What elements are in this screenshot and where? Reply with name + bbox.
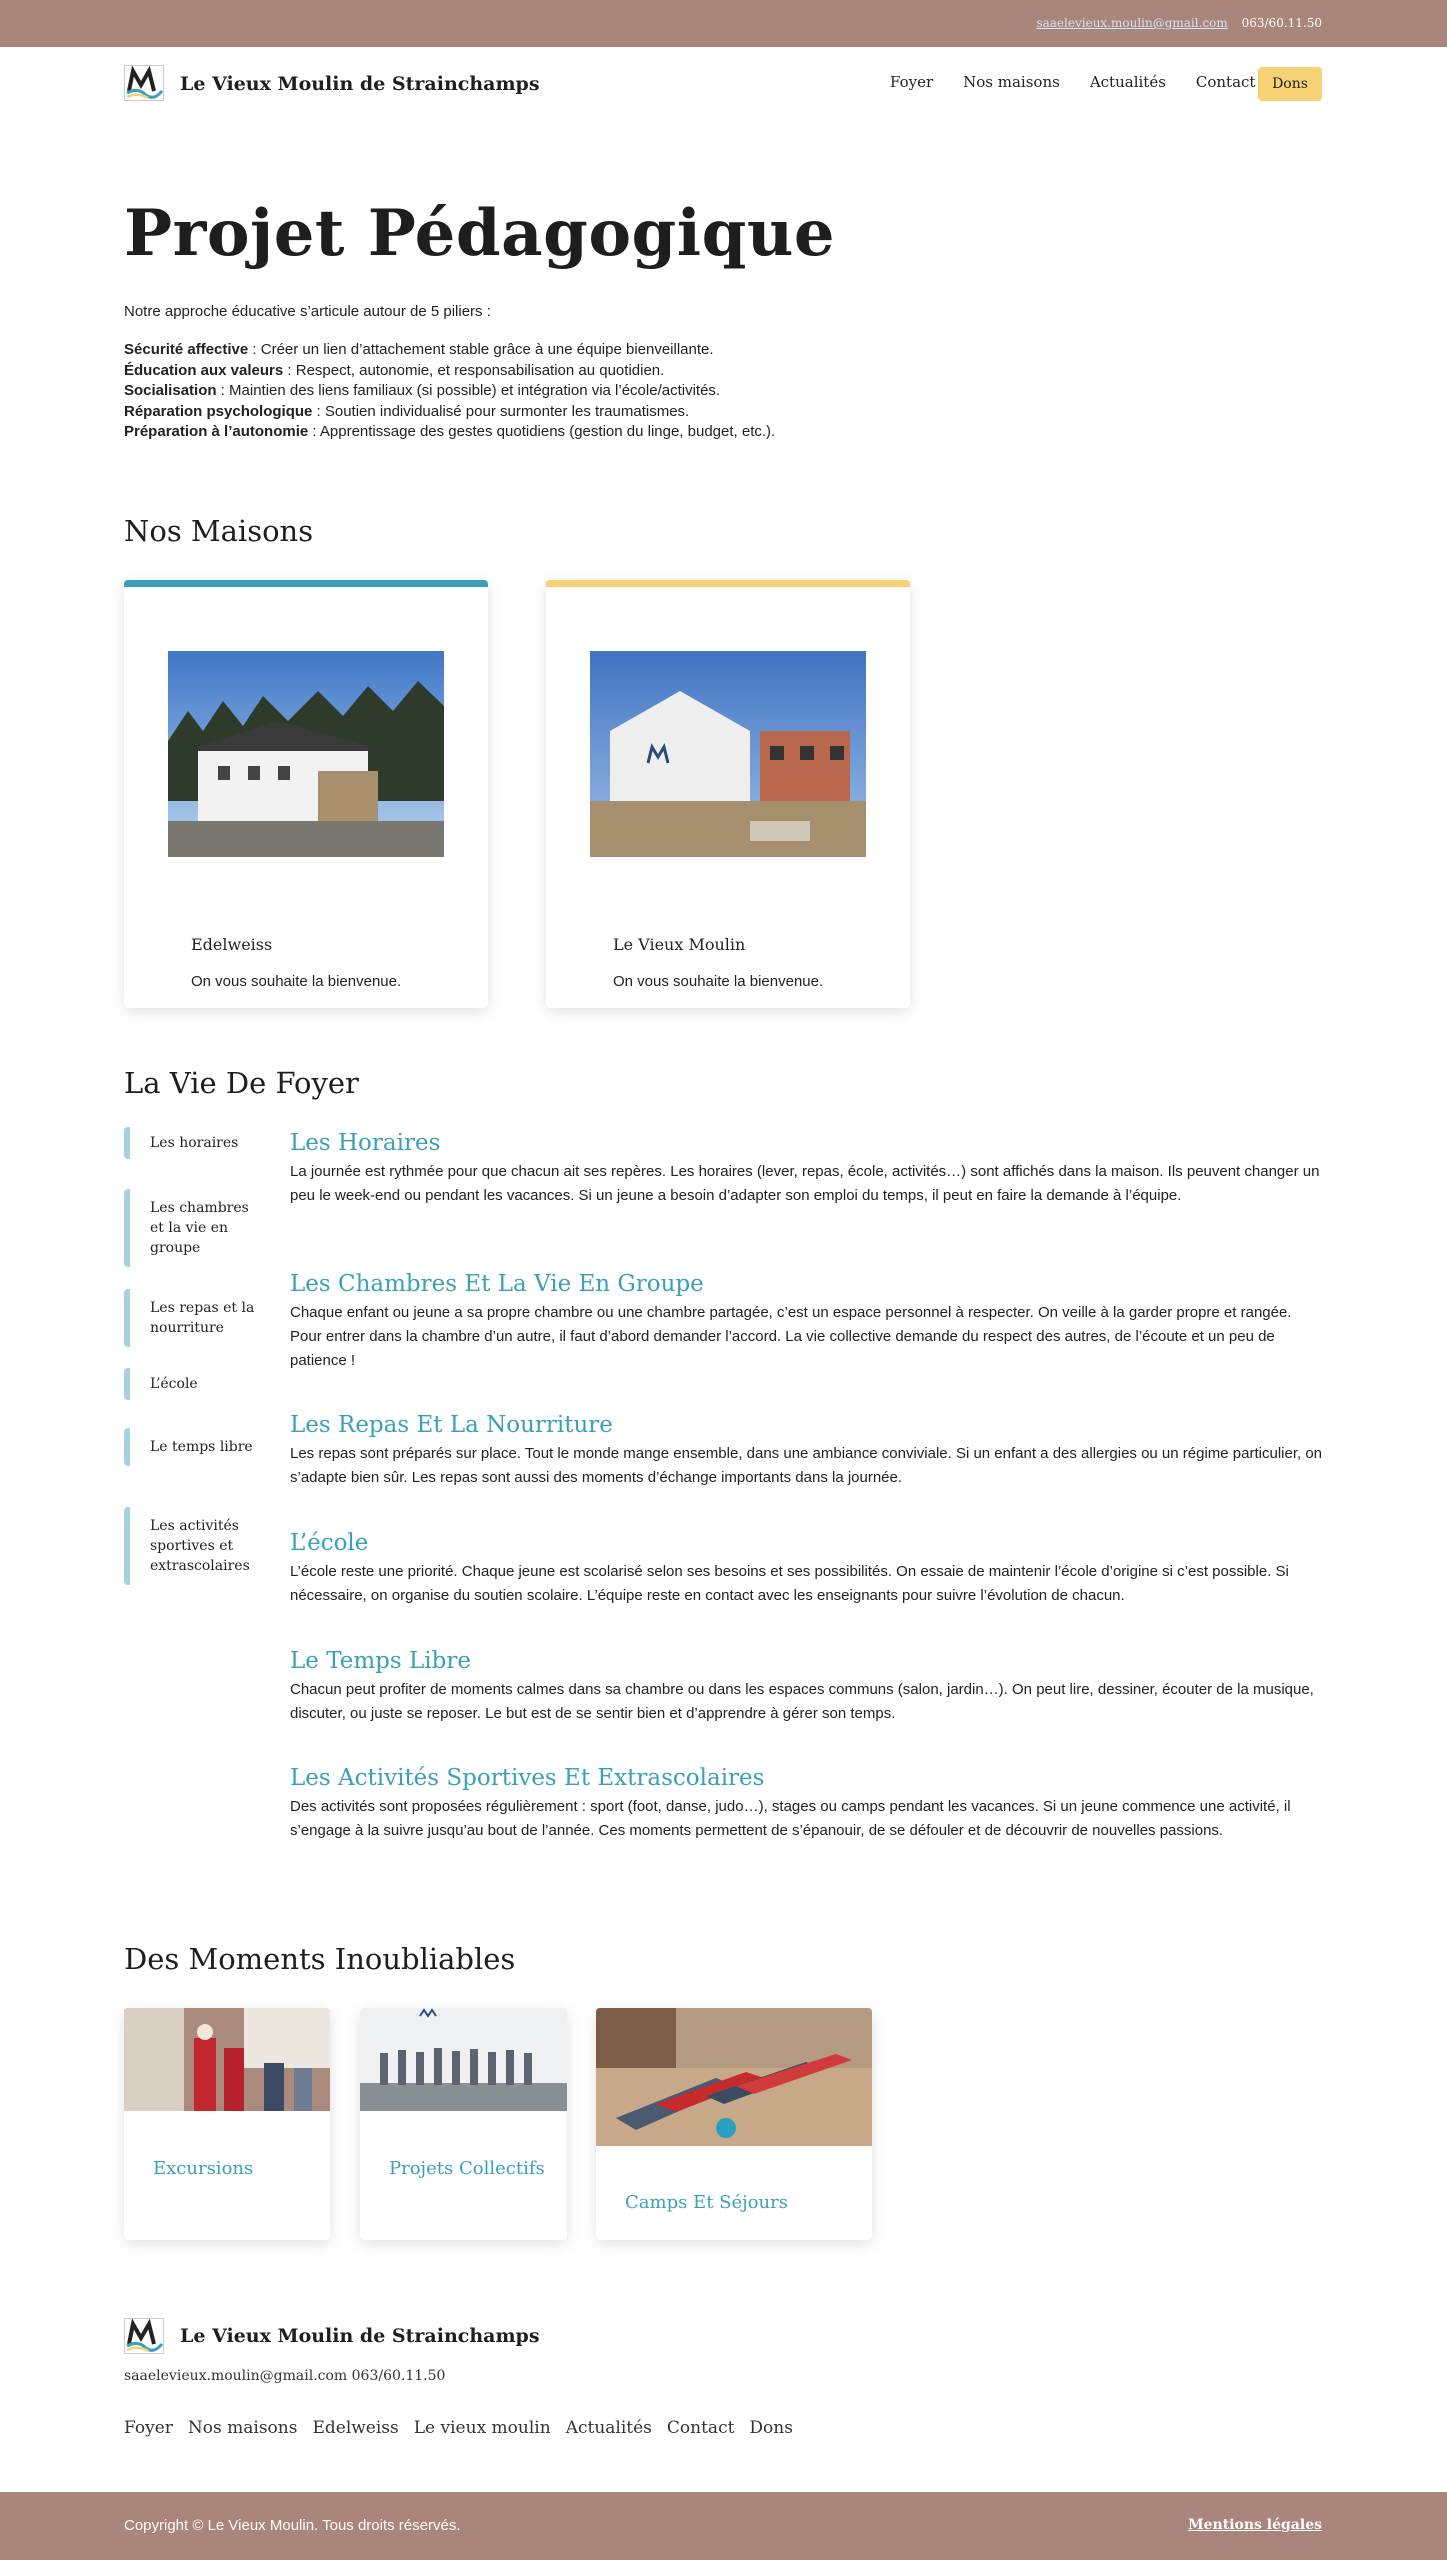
tab-ecole[interactable]: L’école: [124, 1368, 264, 1400]
house-card-edelweiss[interactable]: [124, 580, 488, 1008]
pillar-item: Sécurité affective : Créer un lien d’attachement stable grâce à une équipe bienveillante.: [124, 341, 714, 358]
moment-label: Excursions: [153, 2158, 254, 2179]
topic-activites: [290, 1765, 1322, 1843]
top-contact: [1036, 16, 1322, 30]
pillar-item: Éducation aux valeurs : Respect, autonomie, et responsabilisation au quotidien.: [124, 361, 665, 379]
card-accent-bar: [546, 580, 910, 587]
logo-icon[interactable]: [124, 65, 164, 101]
donate-button[interactable]: Dons: [1258, 67, 1322, 101]
footer-brand: Le Vieux Moulin de Strainchamps: [180, 2325, 540, 2347]
tab-temps-libre[interactable]: Le temps libre: [124, 1428, 264, 1466]
topic-title: Le Temps Libre: [290, 1648, 471, 1674]
moment-label: Projets Collectifs: [389, 2158, 545, 2179]
intro-text: Notre approche éducative s’articule autour de 5 piliers :: [124, 303, 491, 320]
moment-photo: [360, 2008, 567, 2111]
tab-horaires[interactable]: Les horaires: [124, 1127, 264, 1159]
pillar-item: Socialisation : Maintien des liens familiaux (si possible) et intégration via l’école/activités.: [124, 382, 721, 399]
nav-actualites[interactable]: Actualités: [1089, 73, 1166, 91]
topic-text: Des activités sont proposées régulièrement : sport (foot, danse, judo…), stages ou camps pendant les vacances. Si un jeune commence une activité, il s’engage à la suivre jusqu’au bout de l’année. Ces moments permettent de s’épanouir, de se défouler et de découvrir de nouvelles passions.: [290, 1798, 1291, 1839]
topic-repas: [290, 1412, 1322, 1490]
topic-chambres: [290, 1271, 1322, 1373]
top-email-link[interactable]: saaelevieux.moulin@gmail.com: [1036, 16, 1228, 30]
topic-horaires: [290, 1130, 1322, 1208]
topic-ecole: [290, 1530, 1322, 1608]
moment-photo: [596, 2008, 872, 2146]
footer-contact: saaelevieux.moulin@gmail.com 063/60.11.50: [124, 2368, 446, 2384]
moment-card-excursions[interactable]: [124, 2008, 330, 2240]
footer-link-dons[interactable]: Dons: [749, 2418, 793, 2438]
topic-title: Les Activités Sportives Et Extrascolaires: [290, 1765, 765, 1791]
house-photo: [168, 651, 444, 857]
top-contact-bar: [0, 0, 1447, 47]
footer-link-contact[interactable]: Contact: [666, 2418, 735, 2438]
house-desc: On vous souhaite la bienvenue.: [191, 973, 402, 990]
nav-contact[interactable]: Contact: [1195, 73, 1256, 91]
nav-nos-maisons[interactable]: Nos maisons: [963, 73, 1060, 91]
brand-name[interactable]: Le Vieux Moulin de Strainchamps: [180, 73, 540, 95]
topic-title: Les Horaires: [290, 1130, 441, 1156]
card-accent-bar: [124, 580, 488, 587]
topic-text: La journée est rythmée pour que chacun ait ses repères. Les horaires (lever, repas, école, activités…) sont affichés dans la maison. Ils peuvent changer un peu le week-end ou pendant les vacances. Si un jeune a besoin d’adapter son emploi du temps, il peut en faire la demande à l’équipe.: [290, 1163, 1320, 1204]
pillar-item: Réparation psychologique : Soutien individualisé pour surmonter les traumatismes.: [124, 402, 690, 420]
topic-title: Les Repas Et La Nourriture: [290, 1412, 613, 1438]
topic-text: L’école reste une priorité. Chaque jeune est scolarisé selon ses besoins et ses possibilités. On essaie de maintenir l’école d’origine si c’est possible. Si nécessaire, on organise du soutien scolaire. L’équipe reste en contact avec les enseignants pour suivre l’évolution de chacun.: [290, 1563, 1289, 1604]
moment-label: Camps Et Séjours: [625, 2192, 788, 2213]
site-header: [0, 47, 1447, 122]
topic-text: Chacun peut profiter de moments calmes dans sa chambre ou dans les espaces communs (salon, jardin…). On peut lire, dessiner, écouter de la musique, discuter, ou juste se reposer. Le but est de se sentir bien et d’apprendre à gérer son temps.: [290, 1681, 1314, 1722]
pillars-list: [124, 340, 775, 443]
topic-text: Chaque enfant ou jeune a sa propre chambre ou une chambre partagée, c’est un espace personnel à respecter. On veille à la garder propre et rangée. Pour entrer dans la chambre d’un autre, il faut d’abord demander l’accord. La vie collective demande du respect des autres, de l’écoute et un peu de patience !: [290, 1304, 1292, 1369]
footer-link-edelweiss[interactable]: Edelweiss: [312, 2418, 399, 2438]
houses-heading: Nos Maisons: [124, 514, 314, 548]
moment-card-camps[interactable]: [596, 2008, 872, 2240]
foyer-heading: La Vie De Foyer: [124, 1066, 359, 1100]
moment-card-projets[interactable]: [360, 2008, 567, 2240]
topic-title: L’école: [290, 1530, 369, 1556]
copyright-text: Copyright © Le Vieux Moulin. Tous droits réservés.: [124, 2517, 461, 2534]
footer-link-le-vieux-moulin[interactable]: Le vieux moulin: [413, 2418, 551, 2438]
footer-link-nos-maisons[interactable]: Nos maisons: [187, 2418, 298, 2438]
footer-bottom-bar: [0, 2492, 1447, 2560]
tab-activites[interactable]: Les activités sportives et extrascolaires: [124, 1507, 264, 1585]
moments-heading: Des Moments Inoubliables: [124, 1942, 516, 1976]
legal-link[interactable]: Mentions légales: [1188, 2517, 1322, 2533]
topic-title: Les Chambres Et La Vie En Groupe: [290, 1271, 704, 1297]
house-name: Edelweiss: [191, 935, 273, 954]
nav-foyer[interactable]: Foyer: [890, 73, 934, 91]
footer-link-actualites[interactable]: Actualités: [565, 2418, 652, 2438]
house-name: Le Vieux Moulin: [613, 935, 746, 954]
tab-chambres[interactable]: Les chambres et la vie en groupe: [124, 1189, 264, 1267]
pillar-item: Préparation à l’autonomie : Apprentissage des gestes quotidiens (gestion du linge, budget, etc.).: [124, 423, 776, 440]
moment-photo: [124, 2008, 330, 2111]
footer-link-foyer[interactable]: Foyer: [124, 2418, 173, 2438]
footer-logo-icon[interactable]: [124, 2318, 164, 2354]
page-title: Projet Pédagogique: [124, 196, 836, 271]
top-phone: 063/60.11.50: [1241, 16, 1322, 30]
house-photo: [590, 651, 866, 857]
house-desc: On vous souhaite la bienvenue.: [613, 973, 824, 990]
topic-text: Les repas sont préparés sur place. Tout le monde mange ensemble, dans une ambiance conviviale. Si un enfant a des allergies ou un régime particulier, on s’adapte bien sûr. Les repas sont aussi des moments d’échange importants dans la journée.: [290, 1445, 1323, 1486]
footer-links: [124, 2418, 793, 2438]
tab-repas[interactable]: Les repas et la nourriture: [124, 1289, 264, 1347]
topic-temps-libre: [290, 1648, 1322, 1726]
house-card-vieux-moulin[interactable]: [546, 580, 910, 1008]
main-nav: [890, 73, 1255, 91]
